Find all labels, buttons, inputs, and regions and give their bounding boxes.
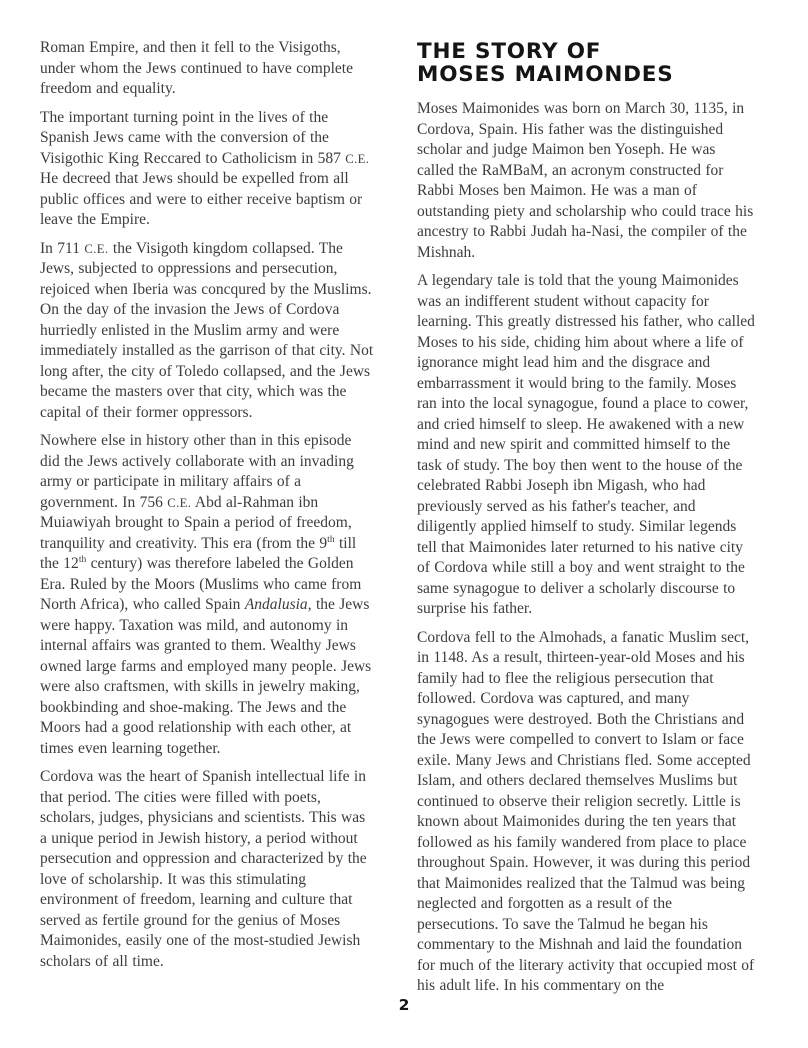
paragraph: The important turning point in the lives of the Spanish Jews came with the conversion of the Visigothic King Reccared to Catholicism in 587 C.E. He decreed that Jews should be expelled from all public offices and were to either receive baptism or leave the Empire. [40, 108, 370, 228]
paragraph: A legendary tale is told that the young Maimonides was an indifferent student without capacity for learning. This greatly distressed his father, who called Moses to his side, chiding him about where a life of ignorance might lead him and the disgrace and embarrassment it would bring to the family. Moses ran into the local synagogue, found a place to cower, and cried himself to sleep. He awakened with a new mind and new spirit and committed himself to the task of study. The boy then went to the house of the celebrated Rabbi Joseph ibn Migash, who had previously served as his father's teacher, and diligently applied himself to study. Similar legends tell that Maimonides later returned to his native city of Cordova while still a boy and went straight to the same synagogue to deliver a scholarly discourse to surprise his father. [417, 272, 755, 617]
paragraph: Moses Maimonides was born on March 30, 1135, in Cordova, Spain. His father was the distinguished scholar and judge Maimon ben Yoseph. He was called the RaMBaM, an acronym constructed for Rabbi Moses ben Maimon. He was a man of outstanding piety and scholarship who could trace his ancestry to Rabbi Judah ha-Nasi, the compiler of the Mishnah. [417, 100, 754, 261]
paragraph: Cordova fell to the Almohads, a fanatic Muslim sect, in 1148. As a result, thirteen-year-old Moses and his family had to flee the religious persecution that followed. Cordova was captured, and many synagogues were destroyed. Both the Christians and the Jews were compelled to convert to Islam or face exile. Many Jews and Christians fled. Some accepted Islam, and others declared themselves Muslims but continued to observe their religion secretly. Little is known about Maimonides during the ten years that followed as his family wandered from place to place throughout Spain. However, it was during this period that Maimonides realized that the Talmud was being neglected and forgotten as a result of the persecutions. To save the Talmud he began his commentary to the Mishnah and laid the foundation for much of the literary activity that occupied most of his adult life. In his commentary on the [417, 628, 755, 994]
paragraph: Nowhere else in history other than in this episode did the Jews actively collaborate with an invading army or participate in military affairs of a government. In 756 C.E. Abd al-Rahman ibn Muiawiyah brought to Spain a period of freedom, tranquility and creativity. This era (from the 9th till the 12th century) was therefore labeled the Golden Era. Ruled by the Moors (Muslims who came from North Africa), who called Spain Andalusia, the Jews were happy. Taxation was mild, and autonomy in internal affairs was granted to them. Wealthy Jews owned large farms and employed many people. Jews were also craftsmen, with skills in jewelry making, bookbinding and shoe-making. The Jews and the Moors had a good relationship with each other, at times even learning together. [40, 432, 372, 757]
page-number: 2 [398, 996, 410, 1014]
paragraph: In 711 C.E. the Visigoth kingdom collapsed. The Jews, subjected to oppressions and persecution, rejoiced when Iberia was concqured by the Muslims. On the day of the invasion the Jews of Cordova hurriedly enlisted in the Muslim army and were immediately installed as the garrison of that city. Not long after, the city of Toledo collapsed, and the Jews became the masters over that city, which was the capital of their former oppressors. [40, 239, 374, 421]
article-title-line1: THE STORY OF [417, 39, 602, 64]
article-title-line2: MOSES MAIMONDES [417, 62, 674, 87]
left-column [40, 38, 374, 980]
article-title [417, 40, 755, 86]
paragraph: Roman Empire, and then it fell to the Visigoths, under whom the Jews continued to have complete freedom and equality. [40, 39, 353, 97]
right-column [417, 38, 755, 1005]
paragraph: Cordova was the heart of Spanish intellectual life in that period. The cities were filled with poets, scholars, judges, physicians and scientists. This was a unique period in Jewish history, a period without persecution and oppression and characterized by the love of scholarship. It was this stimulating environment of freedom, learning and culture that served as fertile ground for the genius of Moses Maimonides, easily one of the most-studied Jewish scholars of all time. [40, 768, 367, 970]
